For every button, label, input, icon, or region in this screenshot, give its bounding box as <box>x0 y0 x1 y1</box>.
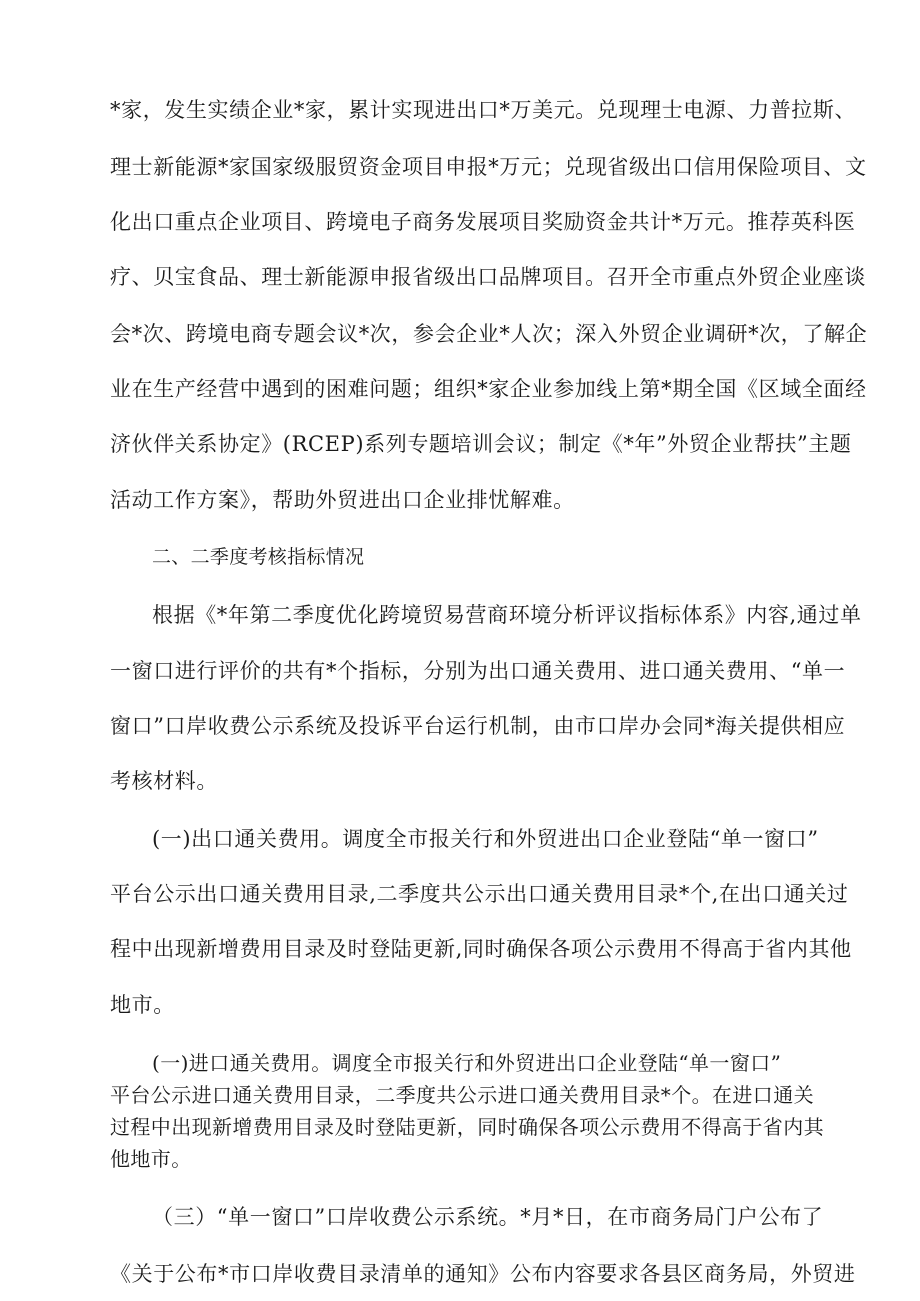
paragraph-4-line-2: 平台公示进口通关费用目录，二季度共公示进口通关费用目录*个。在进口通关 <box>110 1083 814 1107</box>
paragraph-4-line-4: 他地市。 <box>110 1147 192 1171</box>
paragraph-1-line-4: 疗、贝宝食品、理士新能源申报省级出口品牌项目。召开全市重点外贸企业座谈 <box>110 265 866 289</box>
paragraph-4-line-3: 过程中出现新增费用目录及时登陆更新，同时确保各项公示费用不得高于省内其 <box>110 1115 824 1139</box>
paragraph-1-line-3: 化出口重点企业项目、跨境电子商务发展项目奖励资金共计*万元。推荐英科医 <box>110 210 856 234</box>
paragraph-1-line-1: *家，发生实绩企业*家，累计实现进出口*万美元。兑现理士电源、力普拉斯、 <box>110 98 857 122</box>
paragraph-3-line-1: (一)出口通关费用。调度全市报关行和外贸进出口企业登陆“单一窗口” <box>152 827 819 851</box>
paragraph-1-line-7: 济伙伴关系协定》(RCEP)系列专题培训会议；制定《*年”外贸企业帮扶”主题 <box>110 432 852 456</box>
paragraph-5-line-2: 《关于公布*市口岸收费目录清单的通知》公布内容要求各县区商务局，外贸进 <box>110 1262 856 1286</box>
paragraph-1-line-6: 业在生产经营中遇到的困难问题；组织*家企业参加线上第*期全国《区域全面经 <box>110 377 867 401</box>
paragraph-4-line-1: (一)进口通关费用。调度全市报关行和外贸进出口企业登陆“单一窗口” <box>152 1051 782 1075</box>
paragraph-1-line-8: 活动工作方案》，帮助外贸进出口企业排忧解难。 <box>110 488 575 512</box>
paragraph-2-line-2: 一窗口进行评价的共有*个指标，分别为出口通关费用、进口通关费用、“单一 <box>110 659 846 683</box>
paragraph-2-line-4: 考核材料。 <box>110 769 218 793</box>
paragraph-1-line-5: 会*次、跨境电商专题会议*次，参会企业*人次；深入外贸企业调研*次，了解企 <box>110 322 868 346</box>
paragraph-5-line-1: （三）“单一窗口”口岸收费公示系统。*月*日，在市商务局门户公布了 <box>152 1205 824 1229</box>
paragraph-3-line-3: 程中出现新增费用目录及时登陆更新,同时确保各项公示费用不得高于省内其他 <box>110 937 852 961</box>
paragraph-1-line-2: 理士新能源*家国家级服贸资金项目申报*万元；兑现省级出口信用保险项目、文 <box>110 155 867 179</box>
paragraph-2-line-1: 根据《*年第二季度优化跨境贸易营商环境分析评议指标体系》内容,通过单 <box>152 603 862 627</box>
section-heading: 二、二季度考核指标情况 <box>152 546 365 568</box>
paragraph-2-line-3: 窗口”口岸收费公示系统及投诉平台运行机制，由市口岸办会同*海关提供相应 <box>110 714 846 738</box>
paragraph-3-line-2: 平台公示出口通关费用目录,二季度共公示出口通关费用目录*个,在出口通关过 <box>110 882 849 906</box>
paragraph-3-line-4: 地市。 <box>110 993 175 1017</box>
